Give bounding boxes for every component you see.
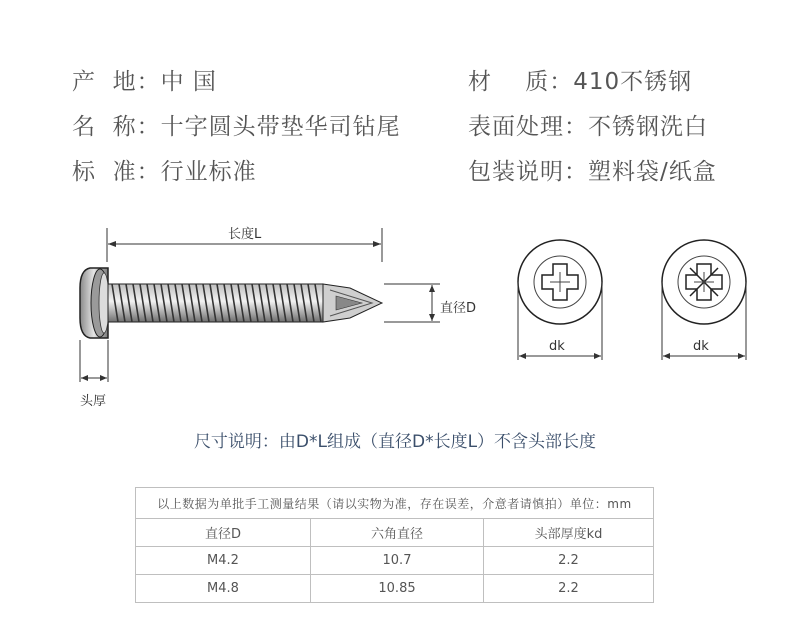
- head-thickness-dimension: [80, 340, 108, 409]
- header-hex-diameter: 六角直径: [311, 519, 484, 547]
- spec-packaging-value: 塑料袋/纸盒: [588, 159, 717, 185]
- measurement-table: [135, 487, 654, 603]
- screw-technical-drawing: [0, 200, 790, 420]
- diameter-label: 直径D: [440, 301, 477, 316]
- table-caption-row: [136, 488, 654, 519]
- dk-label-phillips: dk: [549, 339, 565, 354]
- spec-material: [468, 63, 692, 96]
- cell-hex-diameter: 10.7: [311, 547, 484, 575]
- cell-head-thickness: 2.2: [484, 575, 654, 603]
- length-label: 长度L: [228, 227, 262, 242]
- table-row: [136, 547, 654, 575]
- length-dimension: [107, 226, 382, 262]
- cell-hex-diameter: 10.85: [311, 575, 484, 603]
- spec-standard-value: 行业标准: [160, 159, 257, 185]
- cell-head-thickness: 2.2: [484, 547, 654, 575]
- head-thickness-label: 头厚: [80, 394, 107, 409]
- dk-label-pozi: dk: [693, 339, 709, 354]
- cell-diameter: M4.2: [136, 547, 311, 575]
- spec-packaging: [468, 153, 717, 186]
- spec-origin-label: 产 地：: [72, 69, 161, 95]
- pozi-head-top-view: [662, 240, 746, 360]
- cell-diameter: M4.8: [136, 575, 311, 603]
- spec-surface-value: 不锈钢洗白: [588, 114, 708, 140]
- spec-name: [72, 108, 401, 141]
- spec-name-value: 十字圆头带垫华司钻尾: [160, 114, 401, 140]
- spec-name-label: 名 称：: [72, 114, 161, 140]
- header-head-thickness: 头部厚度kd: [484, 519, 654, 547]
- spec-material-label: 材 质：: [468, 69, 574, 95]
- spec-surface-label: 表面处理：: [468, 114, 588, 140]
- screw-illustration: [80, 268, 382, 338]
- phillips-head-top-view: [518, 240, 602, 360]
- spec-origin-value: 中 国: [160, 69, 217, 95]
- dimension-note: 尺寸说明：由D*L组成（直径D*长度L）不含头部长度: [193, 432, 597, 452]
- table-caption: 以上数据为单批手工测量结果（请以实物为准，存在误差，介意者请慎拍）单位：mm: [136, 488, 654, 519]
- table-row: [136, 575, 654, 603]
- diameter-dimension: [384, 284, 476, 322]
- spec-standard: [72, 153, 257, 186]
- spec-surface: [468, 108, 708, 141]
- spec-packaging-label: 包装说明：: [468, 159, 588, 185]
- spec-origin: [72, 63, 217, 96]
- spec-material-value: 410不锈钢: [573, 69, 693, 95]
- spec-standard-label: 标 准：: [72, 159, 161, 185]
- header-diameter: 直径D: [136, 519, 311, 547]
- table-header-row: [136, 519, 654, 547]
